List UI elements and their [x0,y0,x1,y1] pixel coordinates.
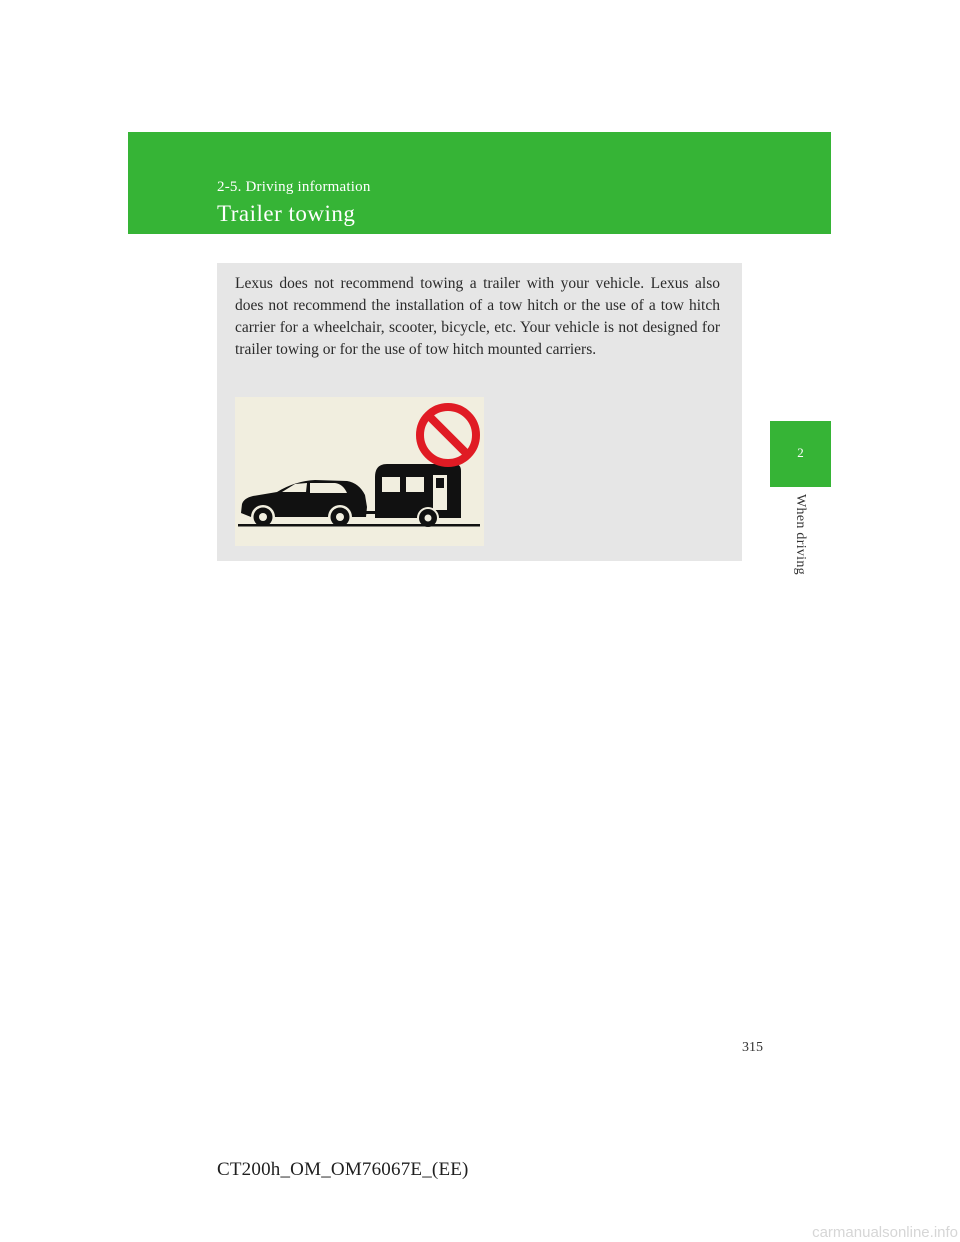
notice-text: Lexus does not recommend towing a trailer with your vehicle. Lexus also does not recommend the installation of a tow hitch or the use of a tow hitch carrier for a wheelchair, scooter, bicycle, etc. Your vehicle is not designed for trailer towing or for the use of tow hitch mounted carriers. [235,275,720,358]
notice-box [217,263,742,561]
svg-text:carmanualsonline.info: carmanualsonline.info [812,1224,958,1241]
ground-line [238,524,480,527]
no-trailer-towing-icon [235,397,484,546]
page-title: Trailer towing [217,201,356,226]
document-code: CT200h_OM_OM76067E_(EE) [217,1159,469,1180]
chapter-name: When driving [793,494,808,575]
no-trailer-towing-illustration [235,397,484,546]
prohibition-icon [420,407,476,463]
chapter-tab [770,421,831,487]
chapter-number: 2 [797,445,804,460]
page-number: 315 [742,1040,763,1055]
watermark-logo [0,1222,960,1242]
section-label: 2-5. Driving information [217,179,371,195]
